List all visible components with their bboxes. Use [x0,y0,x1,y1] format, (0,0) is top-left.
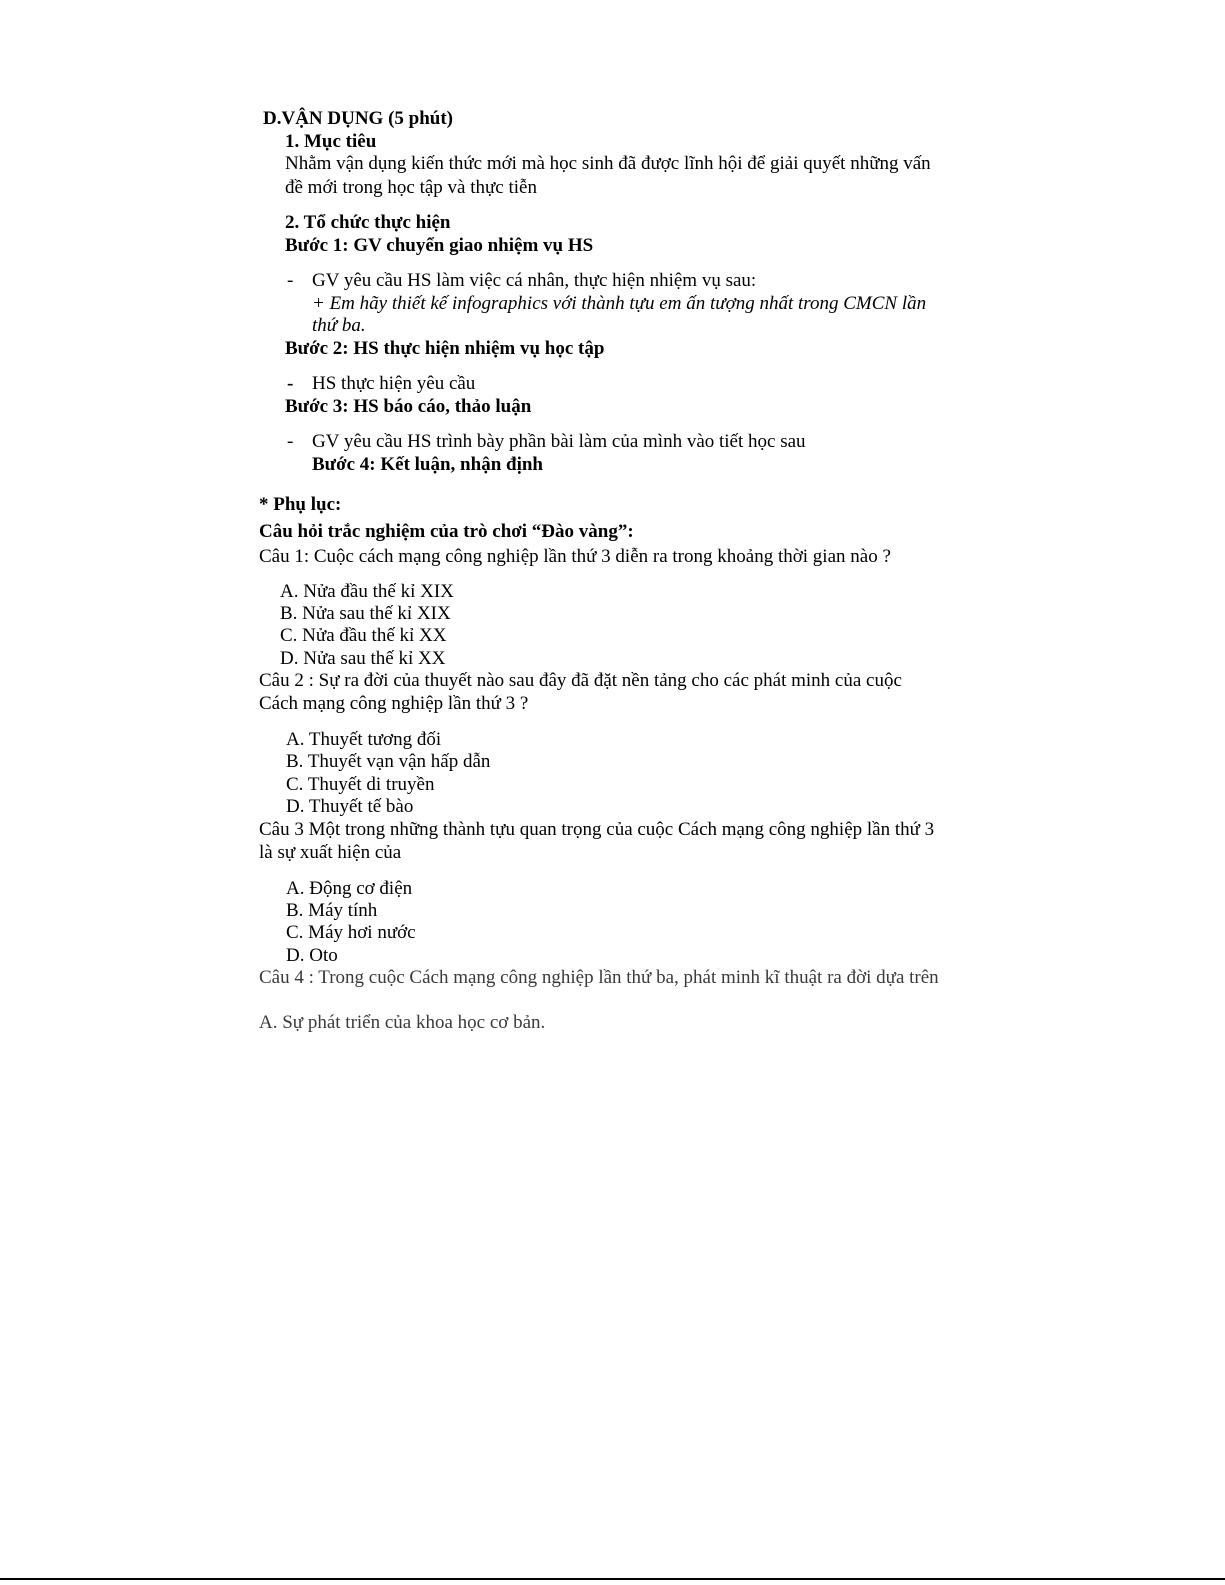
answer-option: D. Oto [286,945,338,966]
objective-heading: 1. Mục tiêu [285,131,377,152]
answer-option: B. Nửa sau thế kỉ XIX [280,603,451,624]
objective-line: đề mới trong học tập và thực tiễn [285,177,537,198]
step3-dash: - [287,431,294,452]
answer-option: B. Máy tính [286,900,378,921]
question-4: Câu 4 : Trong cuộc Cách mạng công nghiệp lần thứ ba, phát minh kĩ thuật ra đời dựa trên [259,967,939,988]
answer-option: A. Nửa đầu thế kỉ XIX [280,581,454,602]
question-3-cont: là sự xuất hiện của [259,842,402,863]
answer-option: A. Thuyết tương đối [286,729,442,750]
answer-option: C. Thuyết di truyền [286,774,435,795]
question-1: Câu 1: Cuộc cách mạng công nghiệp lần thứ 3 diễn ra trong khoảng thời gian nào ? [259,546,891,567]
step1-title: Bước 1: GV chuyển giao nhiệm vụ HS [285,235,594,256]
step3-title: Bước 3: HS báo cáo, thảo luận [285,396,532,417]
step2-text: HS thực hiện yêu cầu [312,373,476,394]
implementation-heading: 2. Tổ chức thực hiện [285,212,451,233]
answer-option: C. Máy hơi nước [286,922,416,943]
step4-title: Bước 4: Kết luận, nhận định [312,454,543,475]
section-title: D.VẬN DỤNG (5 phút) [263,108,454,129]
step1-dash: - [287,270,294,291]
answer-option: C. Nửa đầu thế kỉ XX [280,625,447,646]
step3-text: GV yêu cầu HS trình bày phần bài làm của mình vào tiết học sau [312,431,806,452]
answer-option: D. Nửa sau thế kỉ XX [280,648,446,669]
step1-task-line: + Em hãy thiết kế infographics với thành tựu em ấn tượng nhất trong CMCN lần [312,293,927,314]
answer-option: D. Thuyết tế bào [286,796,414,817]
question-2: Câu 2 : Sự ra đời của thuyết nào sau đây đã đặt nền tảng cho các phát minh của cuộc [259,670,902,691]
question-2-cont: Cách mạng công nghiệp lần thứ 3 ? [259,693,529,714]
answer-option: B. Thuyết vạn vận hấp dẫn [286,751,491,772]
answer-option: A. Sự phát triển của khoa học cơ bản. [259,1012,546,1033]
objective-line: Nhằm vận dụng kiến thức mới mà học sinh đã được lĩnh hội để giải quyết những vấn [285,153,931,174]
step1-text: GV yêu cầu HS làm việc cá nhân, thực hiện nhiệm vụ sau: [312,270,757,291]
quiz-title: Câu hỏi trắc nghiệm của trò chơi “Đào vàng”: [259,521,634,542]
question-3: Câu 3 Một trong những thành tựu quan trọng của cuộc Cách mạng công nghiệp lần thứ 3 [259,819,935,840]
answer-option: A. Động cơ điện [286,878,413,899]
page-bottom-rule [0,1578,1225,1580]
step1-task-line: thứ ba. [312,315,366,336]
step2-title: Bước 2: HS thực hiện nhiệm vụ học tập [285,338,605,359]
appendix-heading: * Phụ lục: [259,494,342,515]
step2-dash: - [287,373,294,394]
